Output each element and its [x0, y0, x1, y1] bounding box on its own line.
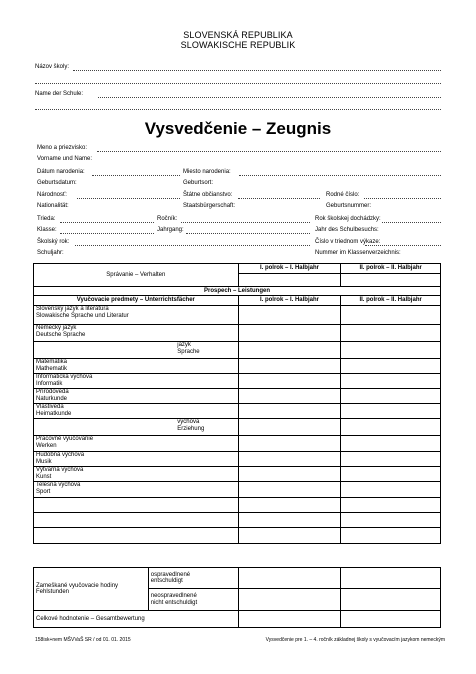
subject-sk: Matematika: [36, 359, 68, 365]
trieda-line: [60, 222, 154, 223]
narodnost-line: [77, 198, 180, 199]
subject-de: Mathematik: [36, 365, 68, 372]
overall-cell-2: [341, 611, 441, 628]
subject-row: [34, 389, 441, 404]
subject-sk: Pracovné vyučovanie: [36, 436, 94, 442]
narodnost-label: Národnosť:: [37, 192, 67, 198]
subject-de: Werken: [36, 442, 57, 449]
excused-label-sk: ospravedlnené: [150, 571, 191, 578]
grade-cell: [341, 452, 441, 467]
grade-cell: [238, 436, 341, 452]
grade-cell: [341, 467, 441, 482]
miesto-label: Miesto narodenia:: [183, 169, 231, 175]
subject-row: [34, 419, 441, 436]
subjects-col2-header: II. polrok – II. Halbjahr: [341, 296, 441, 306]
excused-label-de: entschuldigt: [150, 578, 183, 584]
header: [0, 30, 476, 50]
school-label-sk: Názov školy:: [35, 64, 70, 70]
subject-row: [34, 374, 441, 389]
geburtsnummer-label: Geburtsnummer:: [326, 203, 372, 209]
grade-cell: [238, 404, 341, 419]
grade-cell: [341, 306, 441, 325]
grade-cell: [341, 359, 441, 374]
subject-sk: Slovenský jazyk a literatúra: [36, 306, 109, 312]
grade-cell: [238, 359, 341, 374]
schuljahr-label: Schuljahr:: [37, 250, 64, 256]
subject-row: [34, 342, 441, 359]
grade-cell: [238, 325, 341, 342]
unexcused-label-sk: neospravedlnené: [150, 593, 197, 599]
subject-row: [34, 325, 441, 342]
subject-row: [34, 404, 441, 419]
grade-cell: [238, 374, 341, 389]
datum-label: Dátum narodenia:: [37, 169, 85, 175]
rodne-line: [364, 198, 441, 199]
absence-label-sk: Zameškané vyučovacie hodiny: [36, 582, 119, 589]
subject-sk: Výtvarná výchova: [36, 467, 84, 473]
subject-de: Deutsche Sprache: [36, 331, 86, 338]
grade-cell: [341, 419, 441, 436]
klasse-line: [60, 233, 154, 234]
school-label-de: Name der Schule:: [35, 91, 84, 97]
meno-line: [97, 151, 441, 152]
prospech-label: Prospech – Leistungen: [34, 287, 441, 296]
empty-row: [34, 528, 441, 544]
school-line-2: [35, 83, 441, 84]
grade-cell: [341, 374, 441, 389]
grade-cell: [238, 467, 341, 482]
rodne-label: Rodné číslo:: [326, 192, 360, 198]
geburtsdatum-label: Geburtsdatum:: [37, 180, 77, 186]
unexcused-label-de: nicht entschuldigt: [150, 599, 198, 606]
subject-sk: Hudobná výchova: [36, 452, 85, 458]
grade-cell: [341, 342, 441, 359]
spravanie-grade-2: [341, 274, 441, 287]
cislo-label: Číslo v triednom výkaze:: [315, 239, 381, 245]
subject-de: Kunst: [36, 473, 52, 480]
footer-description: Vysvedčenie pre 1. – 4. ročník základnej školy s vyučovacím jazykom nemeckým: [265, 637, 445, 643]
datum-line: [92, 175, 180, 176]
unexcused-cell-1: [238, 589, 341, 611]
overall-label: Celkové hodnotenie – Gesamtbewertung: [34, 611, 239, 628]
school-line-4: [35, 109, 441, 110]
meno-label: Meno a priezvisko:: [37, 145, 88, 151]
subject-sk: Telesná výchova: [36, 482, 81, 488]
klasse-label: Klasse:: [37, 227, 57, 233]
subjects-col1-header: I. polrok – I. Halbjahr: [238, 296, 341, 306]
statne-label: Štátne občianstvo:: [183, 192, 233, 198]
grade-cell: [238, 342, 341, 359]
grade-cell: [238, 306, 341, 325]
school-line-3: [98, 97, 441, 98]
subject-de: Musik: [36, 458, 52, 465]
unexcused-cell-2: [341, 589, 441, 611]
subject-sk: výchova: [177, 419, 200, 425]
col1-header: I. polrok – I. Halbjahr: [238, 264, 341, 274]
subject-de: Naturkunde: [36, 395, 68, 402]
header-line-de: SLOWAKISCHE REPUBLIK: [180, 40, 296, 50]
geburtsort-label: Geburtsort:: [183, 180, 214, 186]
miesto-line: [239, 175, 441, 176]
grade-cell: [341, 404, 441, 419]
jahrgang-label: Jahrgang:: [157, 227, 184, 233]
excused-cell-1: [238, 568, 341, 589]
empty-row: [34, 498, 441, 513]
jahrgang-line: [186, 233, 310, 234]
grade-cell: [341, 325, 441, 342]
subject-row: [34, 306, 441, 325]
spravanie-grade-1: [238, 274, 341, 287]
rocnik-label: Ročník:: [157, 216, 178, 222]
skolsky-rok-line: [75, 245, 310, 246]
vorname-label: Vorname und Name:: [37, 156, 93, 162]
statne-line: [238, 198, 320, 199]
subject-sk: jazyk: [177, 342, 191, 348]
subject-de: Erziehung: [177, 425, 205, 432]
subject-row: [34, 482, 441, 498]
trieda-label: Trieda:: [37, 216, 56, 222]
excused-cell-2: [341, 568, 441, 589]
nationalitat-label: Nationalität:: [37, 203, 69, 209]
nummer-label: Nummer im Klassenverzeichnis:: [315, 250, 401, 256]
grades-table: [33, 263, 441, 544]
grade-cell: [341, 436, 441, 452]
header-line-sk: SLOVENSKÁ REPUBLIKA: [183, 30, 293, 40]
subject-de: Informatik: [36, 380, 63, 387]
subject-de: Sprache: [177, 348, 200, 355]
cislo-line: [365, 245, 441, 246]
rocnik-line: [181, 222, 310, 223]
subject-sk: Prírodoveda: [36, 389, 69, 395]
rok-dochadzky-line: [382, 222, 441, 223]
absence-label-de: Fehlstunden: [36, 589, 70, 595]
subject-de: Slowakische Sprache und Literatur: [36, 312, 129, 319]
school-line-1: [73, 70, 441, 71]
jahr-schulbesuch-label: Jahr des Schulbesuchs:: [315, 227, 379, 233]
subject-sk: Informatická výchova: [36, 374, 93, 380]
overall-cell-1: [238, 611, 341, 628]
subjects-header: Vyučovacie predmety – Unterrichtsfächer: [34, 296, 239, 306]
subject-row: [34, 436, 441, 452]
absence-label-cell: [34, 568, 149, 611]
document-title: Vysvedčenie – Zeugnis: [144, 119, 332, 138]
skolsky-rok-label: Školský rok:: [37, 239, 70, 245]
empty-row: [34, 513, 441, 528]
grade-cell: [238, 452, 341, 467]
subject-row: [34, 359, 441, 374]
subject-sk: Nemecký jazyk: [36, 325, 77, 331]
subject-row: [34, 467, 441, 482]
grade-cell: [341, 482, 441, 498]
grade-cell: [238, 419, 341, 436]
col2-header: II. polrok – II. Halbjahr: [341, 264, 441, 274]
rok-dochadzky-label: Rok školskej dochádzky:: [315, 216, 381, 222]
footer-form-code: 158isk+nem MŠVVaŠ SR / od 01. 01. 2015: [35, 637, 131, 643]
absence-table: [33, 567, 441, 628]
spravanie-label: Správanie – Verhalten: [34, 264, 239, 287]
grade-cell: [238, 389, 341, 404]
subject-de: Sport: [36, 488, 51, 495]
subject-de: Heimatkunde: [36, 410, 72, 417]
grade-cell: [341, 389, 441, 404]
staatsburger-label: Staatsbürgerschaft:: [183, 203, 236, 209]
grade-cell: [238, 482, 341, 498]
subject-row: [34, 452, 441, 467]
subject-sk: Vlastiveda: [36, 404, 64, 410]
